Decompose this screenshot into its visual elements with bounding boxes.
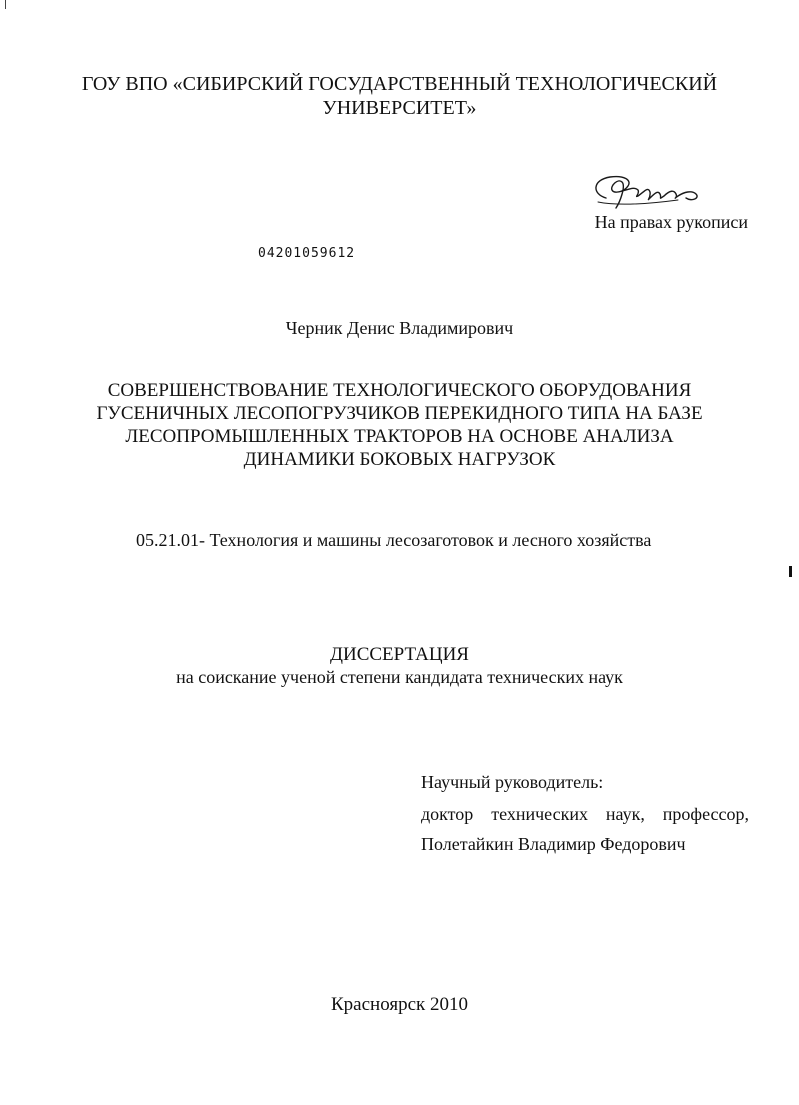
organization-line-1: ГОУ ВПО «СИБИРСКИЙ ГОСУДАРСТВЕННЫЙ ТЕХНОЛОГИЧЕСКИЙ (81, 73, 718, 95)
author-name: Черник Денис Владимирович (285, 318, 514, 338)
degree-line: на соискание ученой степени кандидата технических наук (176, 667, 623, 687)
title-line-2: ГУСЕНИЧНЫХ ЛЕСОПОГРУЗЧИКОВ ПЕРЕКИДНОГО ТИПА НА БАЗЕ (96, 403, 703, 424)
supervisor-rank: доктор технических наук, профессор, (421, 804, 749, 824)
supervisor-label: Научный руководитель: (421, 772, 604, 792)
document-code: 04201059612 (258, 246, 356, 261)
organization-header (0, 72, 799, 120)
document-type: ДИССЕРТАЦИЯ (330, 644, 469, 665)
organization-line-2: УНИВЕРСИТЕТ» (322, 97, 477, 119)
title-line-1: СОВЕРШЕНСТВОВАНИЕ ТЕХНОЛОГИЧЕСКОГО ОБОРУДОВАНИЯ (107, 380, 692, 401)
scan-artifact-dot (789, 566, 792, 577)
dissertation-title (0, 379, 799, 471)
supervisor-name: Полетайкин Владимир Федорович (421, 834, 686, 854)
title-line-4: ДИНАМИКИ БОКОВЫХ НАГРУЗОК (243, 449, 556, 470)
handwritten-signature (588, 168, 708, 216)
scan-artifact-mark (5, 0, 6, 9)
rights-note: На правах рукописи (594, 212, 748, 232)
city-year: Красноярск 2010 (331, 994, 468, 1015)
specialty-code: 05.21.01- Технология и машины лесозаготовок и лесного хозяйства (136, 530, 652, 550)
title-line-3: ЛЕСОПРОМЫШЛЕННЫХ ТРАКТОРОВ НА ОСНОВЕ АНАЛИЗА (125, 426, 674, 447)
